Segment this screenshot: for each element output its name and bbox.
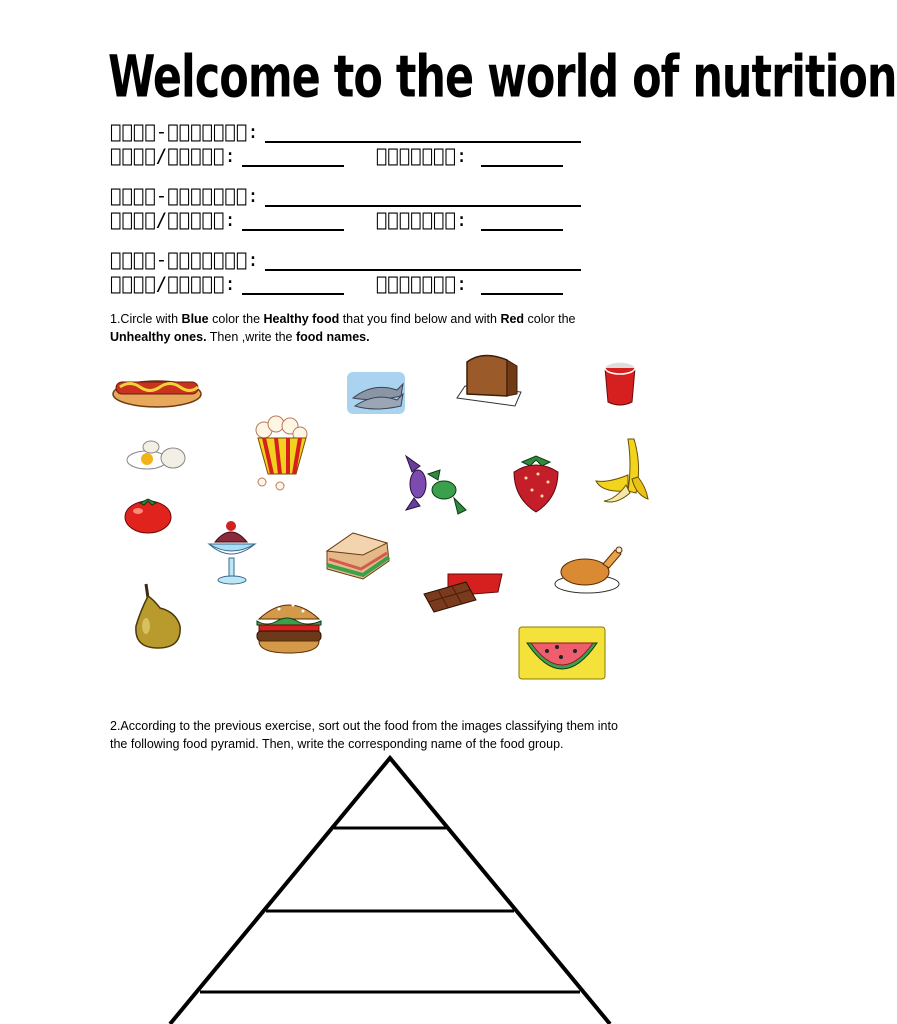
- class-label:     /     :: [110, 273, 236, 295]
- sardines-image[interactable]: [345, 368, 407, 418]
- sandwich-image[interactable]: [323, 525, 393, 585]
- date-blank[interactable]: [481, 148, 563, 167]
- student-field-group-3: [110, 247, 590, 295]
- class-blank[interactable]: [242, 212, 344, 231]
- date-label:        :: [375, 273, 468, 295]
- class-blank[interactable]: [242, 148, 344, 167]
- pyramid-outline: [170, 758, 610, 1024]
- student-field-group-2: [110, 183, 590, 231]
- popcorn-image[interactable]: [250, 412, 312, 492]
- worksheet-title: Welcome to the world of nutrition: [108, 44, 897, 112]
- roast-chicken-image[interactable]: [553, 542, 625, 596]
- exercise-1-instructions: 1.Circle with Blue color the Healthy food that you find below and with Red color the Unhealthy ones. Then ,write the food names.: [110, 312, 576, 344]
- name-label:     -       :: [110, 185, 259, 207]
- hamburger-image[interactable]: [253, 595, 325, 657]
- name-label:     -       :: [110, 121, 259, 143]
- food-names-word: food names.: [295, 330, 370, 344]
- red-word: Red: [500, 312, 525, 326]
- bread-image[interactable]: [455, 350, 523, 408]
- blue-word: Blue: [181, 312, 209, 326]
- tomato-image[interactable]: [122, 495, 174, 535]
- class-blank[interactable]: [242, 276, 344, 295]
- unhealthy-word: Unhealthy ones.: [110, 330, 207, 344]
- student-fields: [110, 119, 590, 295]
- hot-dog-image[interactable]: [110, 368, 205, 410]
- chocolate-bar-image[interactable]: [418, 570, 504, 616]
- date-blank[interactable]: [481, 276, 563, 295]
- name-blank[interactable]: [265, 252, 581, 271]
- food-pyramid: [160, 750, 620, 1024]
- strawberry-image[interactable]: [508, 452, 564, 516]
- class-label:     /     :: [110, 209, 236, 231]
- pear-image[interactable]: [130, 582, 186, 652]
- food-images-area: [0, 340, 768, 700]
- exercise-2-instructions: 2.According to the previous exercise, sort out the food from the images classifying them into the following food pyramid. Then, write the corresponding name of the food group.: [110, 719, 618, 751]
- eggs-image[interactable]: [125, 440, 187, 472]
- healthy-food-word: Healthy food: [263, 312, 340, 326]
- candy-image[interactable]: [400, 450, 472, 526]
- banana-image[interactable]: [592, 435, 650, 507]
- class-label:     /     :: [110, 145, 236, 167]
- soda-can-image[interactable]: [600, 360, 640, 408]
- watermelon-image[interactable]: [517, 625, 607, 681]
- date-label:        :: [375, 145, 468, 167]
- date-label:        :: [375, 209, 468, 231]
- student-field-group-1: [110, 119, 590, 167]
- name-blank[interactable]: [265, 188, 581, 207]
- name-blank[interactable]: [265, 124, 581, 143]
- name-label:     -       :: [110, 249, 259, 271]
- ice-cream-sundae-image[interactable]: [205, 518, 259, 588]
- date-blank[interactable]: [481, 212, 563, 231]
